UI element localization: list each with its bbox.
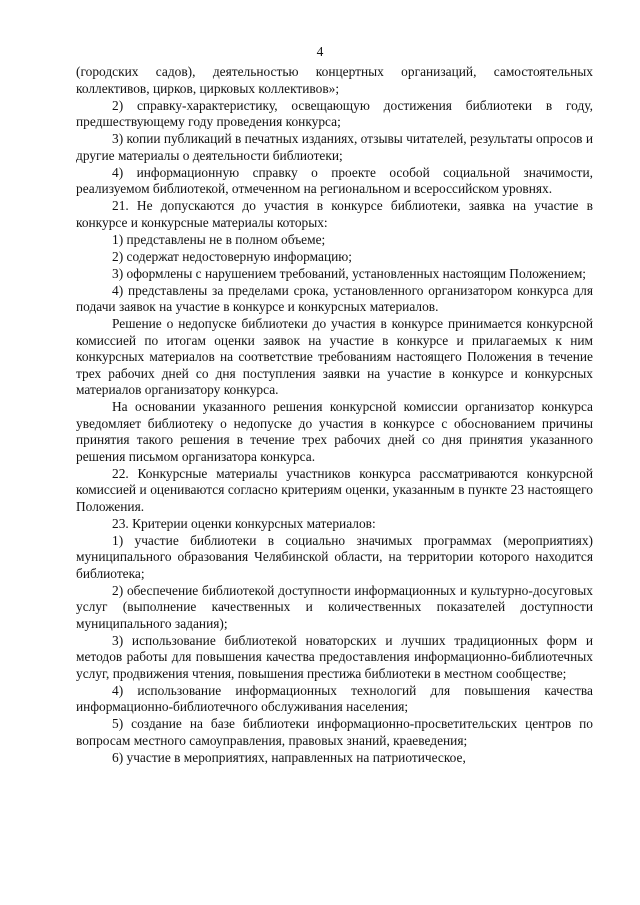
paragraph-23-item-6: 6) участие в мероприятиях, направленных на патриотическое, [112, 749, 466, 765]
page-number: 4 [316, 44, 324, 59]
paragraph-21-item-3: 3) оформлены с нарушением требований, установленных настоящим Положением; [112, 265, 587, 281]
paragraph-23-item-3: 3) использование библиотекой новаторских и лучших традиционных форм и методов работы для повышения качества предоставления информационно-библиотечных услуг, продвижения чтения, повышения престижа библиотеки в местном сообществе; [76, 632, 593, 681]
paragraph-rejection-notice: На основании указанного решения конкурсной комиссии организатор конкурса уведомляет библиотеку о недопуске до участия в конкурсе с обоснованием причины принятия такого решения в течение трех рабочих дней со дня принятия указанного решения письмом организатора конкурса. [76, 399, 593, 464]
paragraph-section-22: 22. Конкурсные материалы участников конкурса рассматриваются конкурсной комиссией и оцениваются согласно критериям оценки, указанным в пункте 23 настоящего Положения. [76, 465, 593, 514]
paragraph-21-item-1: 1) представлены не в полном объеме; [112, 231, 326, 247]
paragraph-21-item-2: 2) содержат недостоверную информацию; [112, 248, 353, 264]
paragraph-item-3-publications: 3) копии публикаций в печатных изданиях, отзывы читателей, результаты опросов и другие материалы о деятельности библиотеки; [76, 131, 594, 163]
paragraph-section-21: 21. Не допускаются до участия в конкурсе библиотеки, заявка на участие в конкурсе и конкурсные материалы которых: [76, 198, 593, 230]
paragraph-23-item-1: 1) участие библиотеки в социально значимых программах (мероприятиях) муниципального образования Челябинской области, на территории которого находится библиотека; [76, 532, 593, 581]
document-body [76, 64, 593, 767]
paragraph-item-2-reference: 2) справку-характеристику, освещающую достижения библиотеки в году, предшествующему году проведения конкурса; [76, 97, 593, 129]
paragraph-23-item-4: 4) использование информационных технологий для повышения качества информационно-библиотечного обслуживания населения; [76, 682, 593, 714]
paragraph-continuation: (городских садов), деятельностью концертных организаций, самостоятельных коллективов, цирков, цирковых коллективов»; [76, 64, 593, 96]
paragraph-item-4-project-info: 4) информационную справку о проекте особой социальной значимости, реализуемом библиотекой, отмеченном на региональном и всероссийском уровнях. [76, 164, 593, 196]
paragraph-23-item-2: 2) обеспечение библиотекой доступности информационных и культурно-досуговых услуг (выполнение качественных и количественных показателей доступности муниципального задания); [76, 582, 593, 631]
paragraph-section-23: 23. Критерии оценки конкурсных материалов: [112, 515, 376, 531]
paragraph-23-item-5: 5) создание на базе библиотеки информационно-просветительских центров по вопросам местного самоуправления, правовых знаний, краеведения; [76, 716, 593, 748]
paragraph-21-item-4: 4) представлены за пределами срока, установленного организатором конкурса для подачи заявок на участие в конкурсе и конкурсных материалов. [76, 282, 593, 314]
paragraph-rejection-decision: Решение о недопуске библиотеки до участия в конкурсе принимается конкурсной комиссией по итогам оценки заявок на участие в конкурсе и прилагаемых к ним конкурсных материалов на соответствие требованиям настоящего Положения в течение трех рабочих дней со дня поступления заявки на участие в конкурсе и конкурсных материалов организатору конкурса. [76, 316, 593, 397]
